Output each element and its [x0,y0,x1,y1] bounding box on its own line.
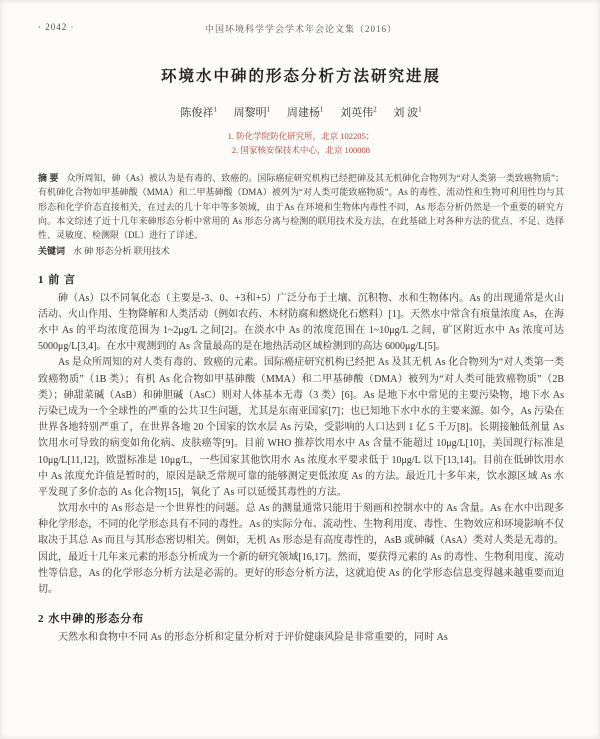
article-title: 环境水中砷的形态分析方法研究进展 [160,68,441,85]
author-name: 周建杨 [286,107,320,119]
page-header [38,22,564,38]
section-heading-1: 1 前 言 [38,273,76,286]
abstract [38,171,564,242]
author-affil-sup: 1 [213,105,217,114]
author-affil-sup: 1 [266,105,271,114]
proceedings-title: 中国环境科学学会学术年会论文集（2016） [204,24,397,34]
keywords-label: 关键词 [38,246,66,257]
author-name: 刘 波 [393,107,419,119]
section-heading-2: 2 水中砷的形态分布 [38,613,145,626]
paragraph: 饮用水中的 As 形态是一个世界性的问题。总 As 的测量通常只能用于刻画和控制水中的 As 含量。As 在水中出现多种化学形态，不同的化学形态具有不同的毒性。As 的实际分布、流动性、生物利用度、毒性、生物效应和环境影响不仅取决于其总 As 而且与其形态密切相关。例如，无机 As 形态是有高度毒性的，AsB 或砷碱（AsA）类对人类是无毒的。因此，最近十几年来元素的形态分析成为一个新的研究领域[16,17]。然而，要获得元素的 As 的毒性、生物利用度、流动性等信息，As 的化学形态分析方法是必需的。更好的形态分析方法，这就迫使 As 的化学形态信息变得越来越重要而迫切。 [38,503,564,596]
author-name: 刘英伟 [340,107,374,119]
author-affil-sup: 2 [373,105,377,114]
affiliation-line: 2. 国家核安保技术中心，北京 100008 [231,144,371,155]
keywords-text: 水 砷 形态分析 联用技术 [73,246,170,257]
paragraph: 天然水和食物中不同 As 的形态分析和定量分析对于评价健康风险是非常重要的，同时 As [58,632,448,644]
author-affil-sup: 1 [319,105,324,114]
author [287,107,324,119]
affiliation-block [38,130,564,157]
author [393,107,421,119]
page-number: · 2042 · [38,22,75,32]
author-line [38,104,564,120]
author-name: 陈俊祥 [180,107,214,119]
abstract-label: 摘 要 [38,173,59,184]
affiliation-line: 1. 防化学院防化研究所，北京 102205； [227,131,375,141]
keywords-line [38,244,564,258]
paragraph: 砷（As）以不同氧化态（主要是-3、0、+3和+5）广泛分布于土壤、沉积物、水和生物体内。As 的出现通常是火山活动、火山作用、生物降解和人类活动（例如农药、木材防腐和燃烧化石燃料）[1]。天然水中常含有痕量浓度 As，在海水中 As 的平均浓度范围为 1~2μg/L 之间[2]。在淡水中 As 的浓度范围在 1~10μg/L 之间，矿区附近水中 As 浓度可达 5000μg/L[3,4]。在水中观测到的 As 含量最高的是在地热活动区域检测到的高达 6000μg/L[5]。 [38,292,564,353]
abstract-text: 众所周知，砷（As）被认为是有毒的、致癌的。国际癌症研究机构已经把砷及其无机砷化合物列为“对人类第一类致癌物质”；有机砷化合物如甲基砷酸（MMA）和二甲基砷酸（DMA）被列为“对人类可能致癌物质”。As 的毒性、流动性和生物可利用性均与其形态和化学价态直接相关，在过去的几十年中等多领域，由于As 在环境和生物体内毒性不同，As 形态分析仍然是一个重要的研究方向。本文综述了近十几年来砷形态分析中常用的 As 形态分离与检测的联用技术及方法，在此基础上对各种方法的优点、不足、选择性、灵敏度、检测限（DL）进行了详述。 [38,173,564,241]
author [340,107,377,119]
author [180,107,217,119]
paragraph: As 是众所周知的对人类有毒的、致癌的元素。国际癌症研究机构已经把 As 及其无机 As 化合物列为“对人类第一类致癌物质”（1B 类）；有机 As 化合物如甲基砷酸（MMA）和二甲基砷酸（DMA）被列为“对人类可能致癌物质”（2B 类）；砷甜菜碱（AsB）和砷胆碱（AsC）则对人体基本无毒（3 类）[6]。As 是地下水中常见的主要污染物，地下水 As 污染已成为一个全球性的严重的公共卫生问题，尤其是东南亚国家[7]；也已知地下水中水的主要来源。如今，As 污染在世界各地特别严重了，在世界各地 20 个国家的饮水层 As 污染，受影响的人口达到 1 亿 5 千万[8]。长期接触低剂量 As 饮用水可导致的病变如角化病、皮肤癌等[9]。目前 WHO 推荐饮用水中 As 含量不能超过 10μg/L[10]，美国现行标准是 10μg/L[11,12]，欧盟标准是 10μg/L，一些国家其他饮用水 As 浓度水平要求低于 10μg/L 以下[13,14]。目前在低砷饮用水中 As 浓度允许值是暂时的，原因是缺乏常规可靠的能够测定更低浓度 As 的方法。最近几十多年来，饮水源区域 As 水平发现了多价态的 As 化合物[15]，氧化了 As 可以延缓其毒性的方法。 [38,357,564,498]
author-affil-sup: 1 [418,105,422,114]
author-name: 周黎明 [233,107,267,119]
author [234,107,271,119]
